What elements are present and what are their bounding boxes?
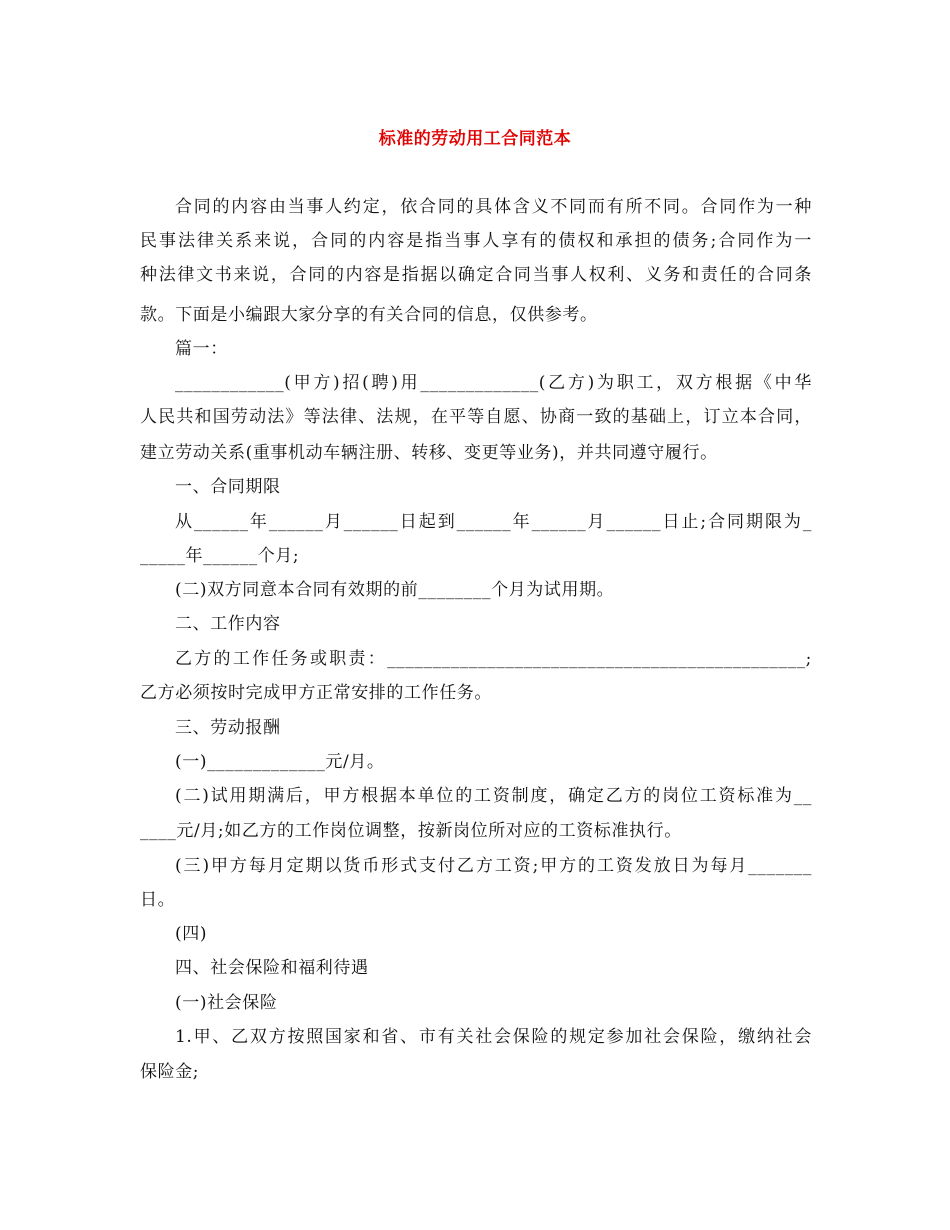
paragraph-line: 建立劳动关系(重事机动车辆注册、转移、变更等业务)，并共同遵守履行。 [140, 443, 718, 463]
paragraph-line: 日。 [140, 890, 176, 910]
document-title: 标准的劳动用工合同范本 [378, 129, 572, 149]
section-heading: 一、合同期限 [175, 477, 281, 497]
paragraph-line: 从______年______月______日起到______年______月______日止;合同期限为_ [175, 512, 812, 532]
paragraph-line: 种法律文书来说，合同的内容是指据以确定合同当事人权利、义务和责任的合同条 [140, 265, 812, 285]
paragraph-line: 人民共和国劳动法》等法律、法规，在平等自愿、协商一致的基础上，订立本合同， [140, 407, 812, 427]
paragraph-line: 保险金; [140, 1062, 200, 1082]
paragraph-line: 乙方必须按时完成甲方正常安排的工作任务。 [140, 683, 492, 703]
section-heading: 二、工作内容 [175, 614, 281, 634]
paragraph-line: (二)双方同意本合同有效期的前________个月为试用期。 [175, 580, 615, 600]
paragraph-line: (二)试用期满后，甲方根据本单位的工资制度，确定乙方的岗位工资标准为__ [175, 786, 812, 806]
section-heading: 篇一： [175, 339, 228, 359]
paragraph-line: 民事法律关系来说，合同的内容是指当事人享有的债权和承担的债务;合同作为一 [140, 231, 812, 251]
paragraph-line: (一)_____________元/月。 [175, 752, 385, 772]
paragraph-line: 款。下面是小编跟大家分享的有关合同的信息，仅供参考。 [140, 305, 598, 325]
paragraph-line: 1.甲、乙双方按照国家和省、市有关社会保险的规定参加社会保险，缴纳社会 [175, 1027, 812, 1047]
paragraph-line: (一)社会保险 [175, 993, 278, 1013]
paragraph-line: ____元/月;如乙方的工作岗位调整，按新岗位所对应的工资标准执行。 [140, 821, 682, 841]
section-heading: 三、劳动报酬 [175, 718, 281, 738]
paragraph-line: 乙方的工作任务或职责：______________________________________________; [175, 649, 812, 669]
paragraph-line: _____年______个月; [140, 546, 300, 566]
paragraph-line: 合同的内容由当事人约定，依合同的具体含义不同而有所不同。合同作为一种 [175, 197, 812, 217]
paragraph-line: (三)甲方每月定期以货币形式支付乙方工资;甲方的工资发放日为每月_______ [175, 856, 812, 876]
paragraph-line: (四) [175, 924, 208, 944]
section-heading: 四、社会保险和福利待遇 [175, 958, 369, 978]
paragraph-line: ____________(甲方)招(聘)用_____________(乙方)为职工，双方根据《中华 [175, 373, 812, 393]
